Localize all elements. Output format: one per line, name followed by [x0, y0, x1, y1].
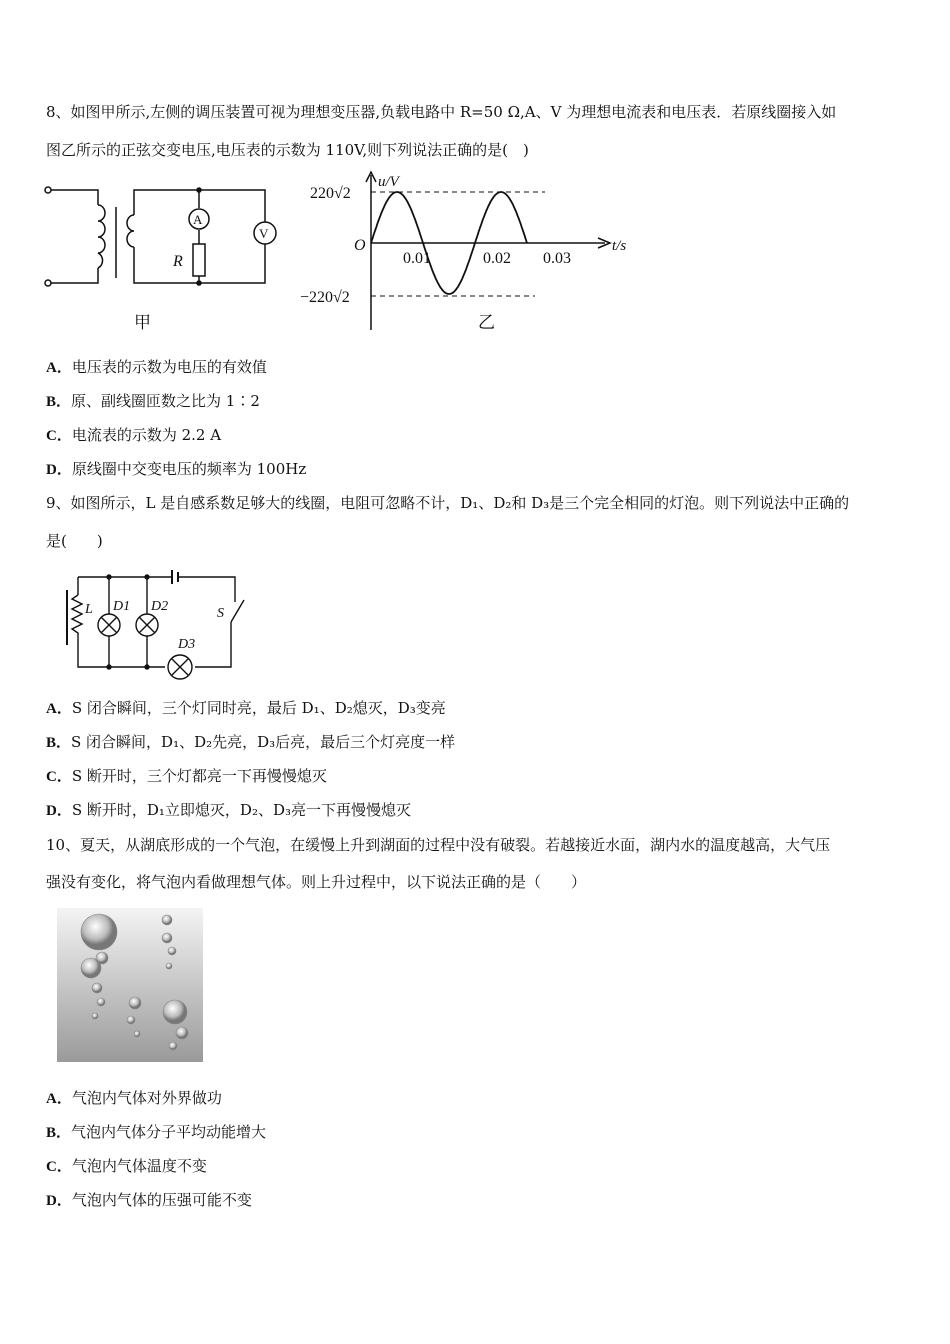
ammeter-label: A — [193, 212, 203, 227]
option-text: 气泡内气体对外界做功 — [71, 1089, 222, 1107]
option-key: B． — [46, 1125, 72, 1141]
x-tick-label: 0.02 — [483, 250, 511, 267]
q8-option-b[interactable] — [46, 391, 260, 412]
option-key: A． — [46, 701, 72, 717]
q8-stem-1: 8、如图甲所示,左侧的调压装置可视为理想变压器,负载电路中 R=50 Ω,A、V 为理想电流表和电压表．若原线圈接入如 — [46, 103, 837, 121]
q10-option-a[interactable] — [46, 1088, 222, 1109]
q9-option-a[interactable] — [46, 698, 446, 719]
option-text: 原线圈中交变电压的频率为 100Hz — [71, 460, 307, 478]
option-key: C． — [46, 1159, 72, 1175]
q8-option-a[interactable] — [46, 357, 267, 378]
q10-option-d[interactable] — [46, 1190, 252, 1211]
option-text: 电流表的示数为 2.2 A — [71, 426, 222, 444]
option-text: S 断开时，三个灯都亮一下再慢慢熄灭 — [71, 767, 327, 785]
lamp-d3-label: D3 — [178, 637, 196, 652]
q9-option-d[interactable] — [46, 800, 411, 821]
x-tick-label: 0.03 — [543, 250, 571, 267]
inductor-lamp-circuit-diagram — [55, 560, 255, 685]
option-key: D． — [46, 1193, 72, 1209]
bubbles-image — [57, 908, 203, 1062]
figure-caption-yi: 乙 — [478, 313, 495, 333]
option-key: A． — [46, 360, 72, 376]
origin-label: O — [354, 237, 366, 254]
q9-option-b[interactable] — [46, 732, 455, 753]
option-text: 电压表的示数为电压的有效值 — [71, 358, 267, 376]
q9-option-c[interactable] — [46, 766, 327, 787]
switch-label: S — [217, 606, 224, 621]
option-text: 原、副线圈匝数之比为 1∶2 — [71, 392, 260, 410]
y-axis-label: u/V — [378, 174, 399, 190]
x-tick-label: 0.01 — [403, 250, 431, 267]
option-text: S 断开时，D₁立即熄灭，D₂、D₃亮一下再慢慢熄灭 — [71, 801, 412, 819]
q8-option-c[interactable] — [46, 425, 221, 446]
lamp-d1-label: D1 — [113, 599, 131, 614]
y-max-label: 220√2 — [310, 185, 351, 202]
q10-stem-2: 强没有变化，将气泡内看做理想气体。则上升过程中，以下说法正确的是（ ） — [46, 873, 587, 891]
q9-stem-2: 是( ) — [46, 532, 103, 550]
lamp-d2-label: D2 — [151, 599, 169, 614]
option-key: B． — [46, 735, 72, 751]
x-axis-label: t/s — [612, 238, 627, 254]
sine-voltage-chart — [295, 165, 625, 335]
transformer-circuit-diagram — [40, 180, 290, 300]
option-key: B． — [46, 394, 72, 410]
option-key: D． — [46, 462, 72, 478]
option-text: S 闭合瞬间，三个灯同时亮，最后 D₁、D₂熄灭，D₃变亮 — [71, 699, 446, 717]
figure-caption-jia: 甲 — [134, 313, 151, 333]
option-key: A． — [46, 1091, 72, 1107]
option-text: 气泡内气体的压强可能不变 — [71, 1191, 252, 1209]
q9-stem-1: 9、如图所示，L 是自感系数足够大的线圈，电阻可忽略不计，D₁、D₂和 D₃是三个完全相同的灯泡。则下列说法中正确的 — [46, 494, 850, 512]
option-key: C． — [46, 769, 72, 785]
y-min-label: −220√2 — [300, 289, 350, 306]
q10-option-b[interactable] — [46, 1122, 266, 1143]
option-text: 气泡内气体温度不变 — [71, 1157, 207, 1175]
option-key: C． — [46, 428, 72, 444]
voltmeter-label: V — [259, 226, 269, 241]
option-text: 气泡内气体分子平均动能增大 — [71, 1123, 267, 1141]
resistor-label: R — [173, 253, 183, 270]
q10-stem-1: 10、夏天，从湖底形成的一个气泡，在缓慢上升到湖面的过程中没有破裂。若越接近水面，湖内水的温度越高，大气压 — [46, 836, 831, 854]
q8-option-d[interactable] — [46, 459, 306, 480]
option-key: D． — [46, 803, 72, 819]
q8-stem-2: 图乙所示的正弦交变电压,电压表的示数为 110V,则下列说法正确的是( ) — [46, 141, 529, 159]
inductor-label: L — [85, 602, 93, 617]
q10-option-c[interactable] — [46, 1156, 207, 1177]
option-text: S 闭合瞬间，D₁、D₂先亮，D₃后亮，最后三个灯亮度一样 — [71, 733, 456, 751]
